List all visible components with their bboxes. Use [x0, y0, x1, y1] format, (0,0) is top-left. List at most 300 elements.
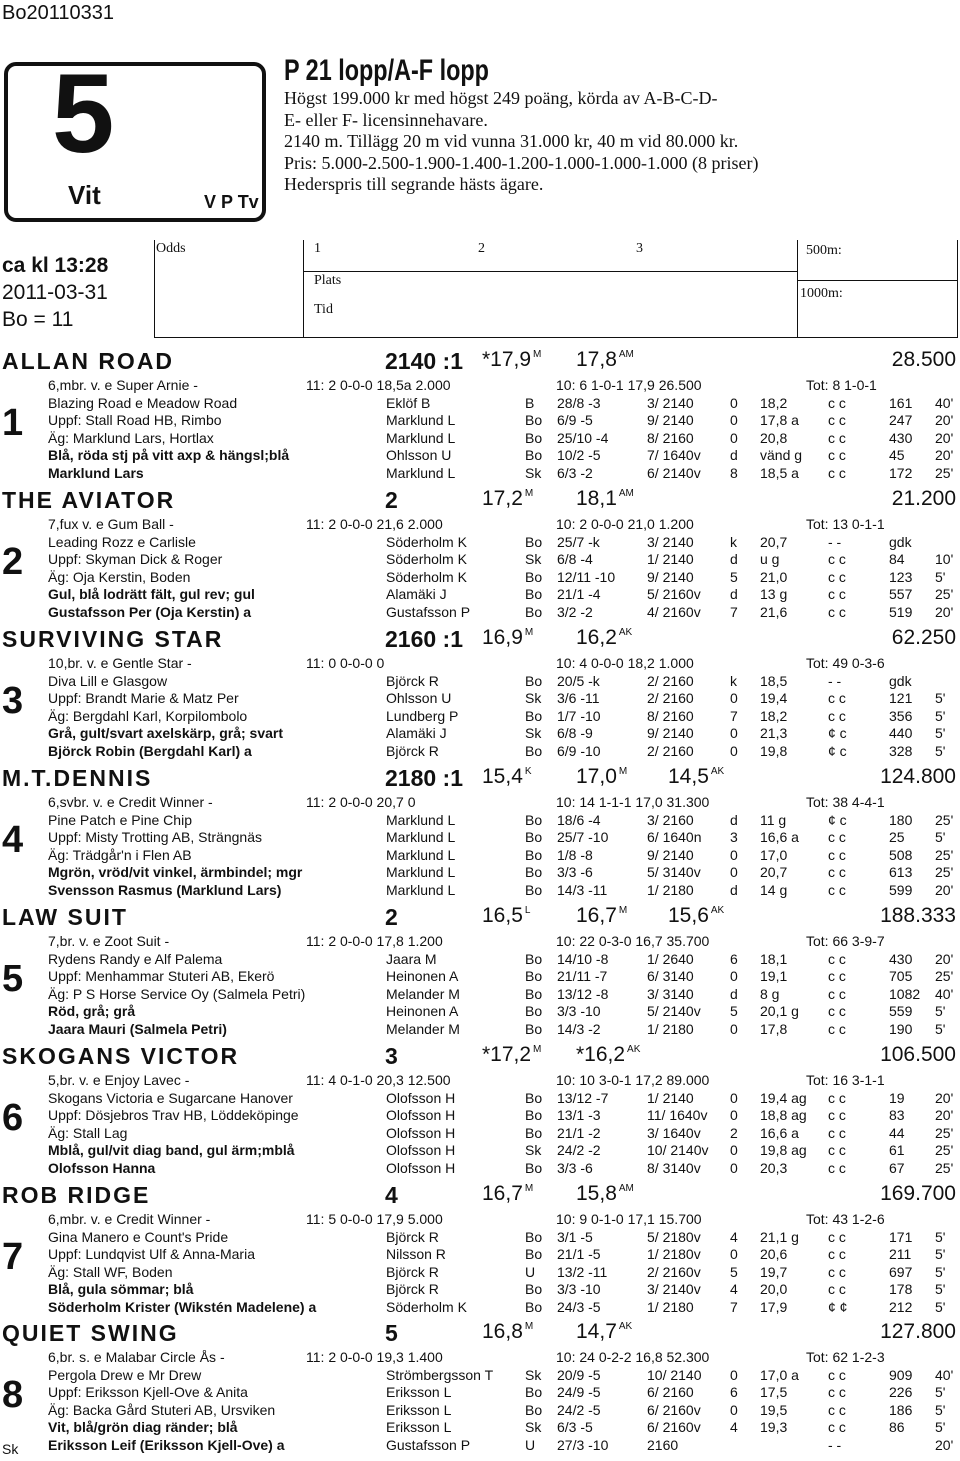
horse-pedigree: Skogans Victoria e Sugarcane Hanover	[48, 1090, 293, 1106]
start-post: 0	[730, 1160, 738, 1176]
start-driver: Marklund L	[386, 465, 456, 481]
horse-name: SKOGANS VICTOR	[2, 1043, 240, 1069]
horse-year-2011: 11: 5 0-0-0 17,9 5.000	[306, 1211, 443, 1227]
horse-pedigree: Blazing Road e Meadow Road	[48, 395, 238, 411]
start-prize: 5'	[935, 569, 946, 585]
horse-colors: Blå, röda stj på vitt axp & hängsl;blå	[48, 447, 290, 463]
race-condition-line: Pris: 5.000-2.500-1.900-1.400-1.200-1.000-1.000-1.000 (8 priser)	[284, 152, 759, 173]
start-date: 25/7 -k	[557, 534, 600, 550]
horse-name: ROB RIDGE	[2, 1182, 151, 1208]
start-shoes: c c	[828, 1160, 846, 1176]
horse-year-2011: 11: 2 0-0-0 20,7 0	[306, 794, 416, 810]
start-shoes: c c	[828, 465, 846, 481]
start-shoes: c c	[828, 690, 846, 706]
start-track: Bo	[525, 847, 543, 863]
start-odds: 430	[889, 951, 913, 967]
start-prize: 5'	[935, 1402, 946, 1418]
start-time: 20,1 g	[760, 1003, 799, 1019]
start-number: 2	[2, 541, 24, 583]
start-shoes: c c	[828, 1229, 846, 1245]
record-type: M	[524, 1321, 534, 1332]
start-shoes: - -	[828, 1437, 842, 1453]
horse-year-2010: 10: 24 0-2-2 16,8 52.300	[556, 1349, 710, 1365]
horse-entry	[0, 765, 960, 904]
start-shoes: ¢ ¢	[828, 1299, 848, 1315]
1000m-label: 1000m:	[800, 286, 843, 301]
horse-owner: Äg: Backa Gård Stuteri AB, Ursviken	[48, 1402, 276, 1418]
horse-owner: Äg: P S Horse Service Oy (Salmela Petri)	[48, 986, 306, 1002]
start-time: 18,5	[760, 673, 788, 689]
horse-record-1	[482, 1182, 533, 1206]
bet-types: V P Tv	[204, 192, 259, 212]
start-post: 0	[730, 1402, 738, 1418]
horse-record-2	[576, 626, 632, 650]
start-result: 2/ 2160	[647, 743, 694, 759]
start-post: 4	[730, 1281, 738, 1297]
start-prize: 5'	[935, 1281, 946, 1297]
grid-line	[797, 240, 798, 338]
start-track: U	[525, 1437, 536, 1453]
start-post: 6	[730, 1384, 738, 1400]
start-number: 5	[2, 958, 24, 1000]
start-prize: 5'	[935, 1229, 946, 1245]
start-date: 24/9 -5	[557, 1384, 601, 1400]
start-shoes: c c	[828, 829, 846, 845]
start-date: 20/5 -k	[557, 673, 600, 689]
horse-year-2011: 11: 2 0-0-0 18,5a 2.000	[306, 377, 451, 393]
start-result: 1/ 2180	[647, 882, 694, 898]
start-row	[0, 1160, 960, 1178]
start-prize: 20'	[935, 1437, 954, 1453]
start-odds: 697	[889, 1264, 913, 1280]
start-prize: 20'	[935, 412, 954, 428]
start-date: 6/9 -5	[557, 412, 593, 428]
start-odds: 180	[889, 812, 913, 828]
record-time: 17,0	[576, 765, 617, 788]
start-result: 6/ 1640n	[647, 829, 702, 845]
start-track: Bo	[525, 812, 543, 828]
race-condition-line: Hederspris till segrande hästs ägare.	[284, 174, 544, 195]
start-row	[0, 882, 960, 900]
start-driver: Marklund L	[386, 847, 456, 863]
start-odds: 508	[889, 847, 913, 863]
horse-distance: 2180 :1	[385, 765, 464, 791]
start-date: 13/1 -3	[557, 1107, 601, 1123]
start-row	[0, 1142, 960, 1160]
start-time: 19,1	[760, 968, 788, 984]
start-row	[0, 412, 960, 430]
horse-info-row	[0, 1211, 960, 1229]
start-post: d	[730, 882, 738, 898]
start-track: Bo	[525, 968, 543, 984]
start-result: 2/ 2160	[647, 673, 694, 689]
horse-odds: 28.500	[891, 348, 956, 371]
horse-driver: Svensson Rasmus (Marklund Lars)	[48, 882, 282, 898]
start-date: 21/11 -7	[557, 968, 608, 984]
start-row	[0, 1437, 960, 1455]
start-prize: 5'	[935, 1021, 946, 1037]
start-post: 0	[730, 743, 738, 759]
horse-total: Tot: 16 3-1-1	[806, 1072, 885, 1088]
start-track: Sk	[525, 551, 542, 567]
start-driver: Söderholm K	[386, 551, 467, 567]
start-result: 1/ 2640	[647, 951, 694, 967]
start-driver: Marklund L	[386, 882, 456, 898]
horse-year-2010: 10: 4 0-0-0 18,2 1.000	[556, 655, 694, 671]
start-post: 0	[730, 690, 738, 706]
start-row	[0, 864, 960, 882]
record-type: M	[533, 1044, 542, 1055]
start-track: Bo	[525, 534, 543, 550]
horse-year-2011: 11: 2 0-0-0 21,6 2.000	[306, 516, 443, 532]
start-driver: Strömbergsson T	[386, 1367, 494, 1383]
horse-record-1	[482, 1043, 541, 1067]
start-odds: 909	[889, 1367, 913, 1383]
start-shoes: ¢ c	[828, 725, 847, 741]
start-odds: 19	[889, 1090, 905, 1106]
start-prize: 5'	[935, 1299, 946, 1315]
horse-record-3	[668, 1320, 670, 1344]
race-condition-line: Högst 199.000 kr med högst 249 poäng, körda av A-B-C-D-	[284, 88, 718, 108]
race-condition-line: 2140 m. Tillägg 20 m vid vunna 31.000 kr, 40 m vid 80.000 kr.	[284, 131, 739, 152]
start-driver: Alamäki J	[386, 725, 447, 741]
horse-driver: Söderholm Krister (Wikstén Madelene) a	[48, 1299, 317, 1315]
start-time: u g	[760, 551, 780, 567]
start-prize: 5'	[935, 743, 946, 759]
start-result: 9/ 2140	[647, 725, 694, 741]
start-result: 6/ 2140v	[647, 465, 701, 481]
record-time: *17,9	[482, 348, 532, 371]
race-conditions	[284, 88, 884, 196]
record-type: L	[524, 905, 531, 916]
horse-owner: Äg: Marklund Lars, Hortlax	[48, 430, 214, 446]
start-time: 19,7	[760, 1264, 788, 1280]
record-time: 15,4	[482, 765, 523, 788]
grid-line	[797, 280, 958, 281]
start-prize: 20'	[935, 1090, 954, 1106]
start-row	[0, 1021, 960, 1039]
start-result: 5/ 2160v	[647, 586, 701, 602]
horse-pedigree: Diva Lill e Glasgow	[48, 673, 168, 689]
start-driver: Björck R	[386, 743, 439, 759]
horse-name: THE AVIATOR	[2, 487, 176, 513]
start-prize: 25'	[935, 586, 954, 602]
start-shoes: c c	[828, 1003, 846, 1019]
horse-info-row	[0, 377, 960, 395]
start-shoes: c c	[828, 968, 846, 984]
start-odds: 83	[889, 1107, 905, 1123]
start-row	[0, 968, 960, 986]
start-shoes: c c	[828, 1125, 846, 1141]
start-post: 0	[730, 847, 738, 863]
start-post: 5	[730, 569, 738, 585]
horse-record-2	[576, 487, 634, 511]
start-date: 6/9 -10	[557, 743, 601, 759]
start-result: 10/ 2140	[647, 1367, 702, 1383]
start-prize: 5'	[935, 1264, 946, 1280]
start-post: 0	[730, 395, 738, 411]
start-row	[0, 1003, 960, 1021]
start-prize: 40'	[935, 1367, 954, 1383]
start-date: 28/8 -3	[557, 395, 601, 411]
horse-entry	[0, 348, 960, 487]
horse-distance: 2140 :1	[385, 348, 464, 374]
horse-driver: Eriksson Leif (Eriksson Kjell-Ove) a	[48, 1437, 285, 1453]
start-post: d	[730, 447, 738, 463]
start-post: 0	[730, 968, 738, 984]
horse-year-2010: 10: 22 0-3-0 16,7 35.700	[556, 933, 710, 949]
start-odds: 86	[889, 1419, 905, 1435]
start-prize: 5'	[935, 708, 946, 724]
start-odds: 44	[889, 1125, 905, 1141]
start-date: 21/1 -5	[557, 1246, 601, 1262]
horse-record-1	[482, 487, 533, 511]
start-driver: Nilsson R	[386, 1246, 446, 1262]
horse-breeder: Uppf: Dösjebros Trav HB, Löddeköpinge	[48, 1107, 299, 1123]
horse-entry	[0, 487, 960, 626]
start-shoes: c c	[828, 882, 846, 898]
start-time: 16,6 a	[760, 829, 799, 845]
start-track: Bo	[525, 673, 543, 689]
record-type: M	[524, 1183, 534, 1194]
horse-info: 10,br. v. e Gentle Star -	[48, 655, 192, 671]
start-driver: Söderholm K	[386, 1299, 467, 1315]
horse-info: 6,svbr. v. e Credit Winner -	[48, 794, 213, 810]
horse-colors: Grå, gult/svart axelskärp, grå; svart	[48, 725, 283, 741]
start-date: 12/11 -10	[557, 569, 616, 585]
horse-owner: Äg: Stall WF, Boden	[48, 1264, 173, 1280]
start-row	[0, 1107, 960, 1125]
start-date: 21/1 -4	[557, 586, 601, 602]
start-row	[0, 1281, 960, 1299]
start-date: 6/3 -2	[557, 465, 593, 481]
horse-pedigree: Gina Manero e Count's Pride	[48, 1229, 229, 1245]
horse-record-3	[668, 904, 724, 928]
horse-pedigree: Rydens Randy e Alf Palema	[48, 951, 223, 967]
race-color: Vit	[68, 180, 101, 210]
start-post: k	[730, 534, 737, 550]
start-post: 0	[730, 1107, 738, 1123]
start-odds: gdk	[889, 673, 912, 689]
start-prize: 5'	[935, 690, 946, 706]
horse-year-2010: 10: 10 3-0-1 17,2 89.000	[556, 1072, 710, 1088]
horse-odds: 169.700	[880, 1182, 956, 1205]
start-time: 13 g	[760, 586, 788, 602]
record-type: M	[524, 488, 534, 499]
start-track: Bo	[525, 882, 543, 898]
start-track: Sk	[525, 1419, 542, 1435]
start-row	[0, 1367, 960, 1385]
start-number: 1	[2, 402, 24, 444]
horse-record-3	[668, 1043, 670, 1067]
start-time: 20,6	[760, 1246, 788, 1262]
horse-breeder: Uppf: Skyman Dick & Roger	[48, 551, 223, 567]
start-time: 18,2	[760, 708, 788, 724]
start-result: 3/ 3140	[647, 986, 694, 1002]
start-driver: Gustafsson P	[386, 1437, 471, 1453]
start-odds: 67	[889, 1160, 905, 1176]
start-track: Sk	[525, 1367, 542, 1383]
start-odds: 247	[889, 412, 913, 428]
start-number: 7	[2, 1236, 24, 1278]
start-odds: 45	[889, 447, 905, 463]
start-time: 20,0	[760, 1281, 788, 1297]
horse-record-1	[482, 626, 533, 650]
horse-breeder: Uppf: Brandt Marie & Matz Per	[48, 690, 239, 706]
start-driver: Ohlsson U	[386, 447, 452, 463]
start-shoes: c c	[828, 569, 846, 585]
start-track: Sk	[525, 465, 542, 481]
record-time: 16,5	[482, 904, 523, 927]
horse-colors: Mblå, gul/vit diag band, gul ärm;mblå	[48, 1142, 295, 1158]
horse-name: SURVIVING STAR	[2, 626, 224, 652]
start-track: Bo	[525, 604, 543, 620]
start-date: 25/7 -10	[557, 829, 609, 845]
horse-name: QUIET SWING	[2, 1320, 179, 1346]
horse-breeder: Uppf: Eriksson Kjell-Ove & Anita	[48, 1384, 248, 1400]
start-time: 19,5	[760, 1402, 788, 1418]
start-post: 0	[730, 1246, 738, 1262]
horse-total: Tot: 8 1-0-1	[806, 377, 877, 393]
start-date: 21/1 -2	[557, 1125, 601, 1141]
record-type: AM	[618, 488, 634, 499]
start-number: 8	[2, 1374, 24, 1416]
start-row	[0, 1125, 960, 1143]
horse-record-2	[576, 1182, 634, 1206]
start-prize: 5'	[935, 725, 946, 741]
start-track: Bo	[525, 412, 543, 428]
start-number: 4	[2, 819, 24, 861]
horse-record-3	[668, 765, 724, 789]
horse-year-2010: 10: 14 1-1-1 17,0 31.300	[556, 794, 710, 810]
start-row	[0, 951, 960, 969]
start-track: Bo	[525, 708, 543, 724]
start-post: 2	[730, 1125, 738, 1141]
start-row	[0, 465, 960, 483]
start-result: 10/ 2140v	[647, 1142, 709, 1158]
horse-name: M.T.DENNIS	[2, 765, 153, 791]
horse-year-2010: 10: 2 0-0-0 21,0 1.200	[556, 516, 694, 532]
start-post: 7	[730, 1299, 738, 1315]
start-result: 6/ 3140	[647, 968, 694, 984]
start-shoes: c c	[828, 412, 846, 428]
start-shoes: c c	[828, 1384, 846, 1400]
start-shoes: c c	[828, 1021, 846, 1037]
start-prize: 5'	[935, 829, 946, 845]
horse-owner: Äg: Stall Lag	[48, 1125, 128, 1141]
start-odds: 519	[889, 604, 913, 620]
start-shoes: c c	[828, 604, 846, 620]
start-track: Bo	[525, 864, 543, 880]
record-type: AK	[710, 766, 725, 777]
start-driver: Olofsson H	[386, 1090, 456, 1106]
start-odds: 186	[889, 1402, 913, 1418]
start-driver: Jaara M	[386, 951, 437, 967]
start-time: 20,7	[760, 864, 788, 880]
horse-info: 6,mbr. v. e Credit Winner -	[48, 1211, 211, 1227]
start-time: 19,8 ag	[760, 1142, 807, 1158]
start-date: 14/3 -11	[557, 882, 608, 898]
start-row	[0, 812, 960, 830]
start-odds: 121	[889, 690, 913, 706]
start-odds: 705	[889, 968, 913, 984]
start-time: 18,5 a	[760, 465, 799, 481]
start-row	[0, 395, 960, 413]
record-time: *16,2	[576, 1043, 626, 1066]
start-driver: Melander M	[386, 1021, 460, 1037]
start-result: 2/ 2160	[647, 690, 694, 706]
start-time: 21,0	[760, 569, 788, 585]
horse-odds: 62.250	[891, 626, 956, 649]
start-time: 19,4 ag	[760, 1090, 807, 1106]
start-result: 8/ 2160	[647, 430, 694, 446]
start-driver: Olofsson H	[386, 1125, 456, 1141]
horse-year-2010: 10: 6 1-0-1 17,9 26.500	[556, 377, 702, 393]
horse-name: LAW SUIT	[2, 904, 128, 930]
start-driver: Björck R	[386, 1281, 439, 1297]
start-track: U	[525, 1264, 536, 1280]
start-result: 9/ 2140	[647, 412, 694, 428]
start-shoes: c c	[828, 1367, 846, 1383]
start-shoes: c c	[828, 1402, 846, 1418]
race-title: P 21 lopp/A-F lopp	[284, 54, 489, 87]
race-condition-line: E- eller F- licensinnehavare.	[284, 109, 488, 130]
horse-odds: 127.800	[880, 1320, 956, 1343]
start-shoes: c c	[828, 1090, 846, 1106]
start-track: Bo	[525, 743, 543, 759]
start-prize: 40'	[935, 986, 954, 1002]
start-row	[0, 447, 960, 465]
record-time: 18,1	[576, 487, 617, 510]
horse-owner: Äg: Oja Kerstin, Boden	[48, 569, 191, 585]
start-track: Bo	[525, 1107, 543, 1123]
start-date: 3/3 -10	[557, 1003, 601, 1019]
start-result: 5/ 2180v	[647, 1229, 701, 1245]
place-3-label: 3	[636, 241, 643, 256]
horse-info: 7,fux v. e Gum Ball -	[48, 516, 174, 532]
start-prize: 20'	[935, 882, 954, 898]
document-id: Bo20110331	[2, 2, 114, 24]
start-odds: 123	[889, 569, 913, 585]
race-number-box	[4, 51, 266, 222]
track-code: Bo = 11	[2, 308, 74, 331]
horse-distance: 5	[385, 1320, 398, 1346]
start-result: 6/ 2160	[647, 1384, 694, 1400]
start-shoes: - -	[828, 673, 842, 689]
start-result: 1/ 2180v	[647, 1246, 701, 1262]
horse-breeder: Uppf: Stall Road HB, Rimbo	[48, 412, 222, 428]
start-result: 3/ 2140	[647, 534, 694, 550]
start-result: 6/ 2160v	[647, 1402, 701, 1418]
start-date: 27/3 -10	[557, 1437, 609, 1453]
start-shoes: c c	[828, 847, 846, 863]
start-post: 0	[730, 1367, 738, 1383]
start-date: 24/2 -2	[557, 1142, 601, 1158]
start-date: 20/9 -5	[557, 1367, 601, 1383]
start-track: Bo	[525, 986, 543, 1002]
horse-distance: 2	[385, 487, 398, 513]
start-row	[0, 569, 960, 587]
grid-line	[154, 337, 958, 338]
horse-driver: Olofsson Hanna	[48, 1160, 156, 1176]
start-row	[0, 690, 960, 708]
start-driver: Olofsson H	[386, 1142, 456, 1158]
start-odds: 557	[889, 586, 913, 602]
tid-label: Tid	[314, 302, 333, 317]
start-prize: 25'	[935, 1125, 954, 1141]
start-time: 21,3	[760, 725, 788, 741]
horse-info-row	[0, 794, 960, 812]
